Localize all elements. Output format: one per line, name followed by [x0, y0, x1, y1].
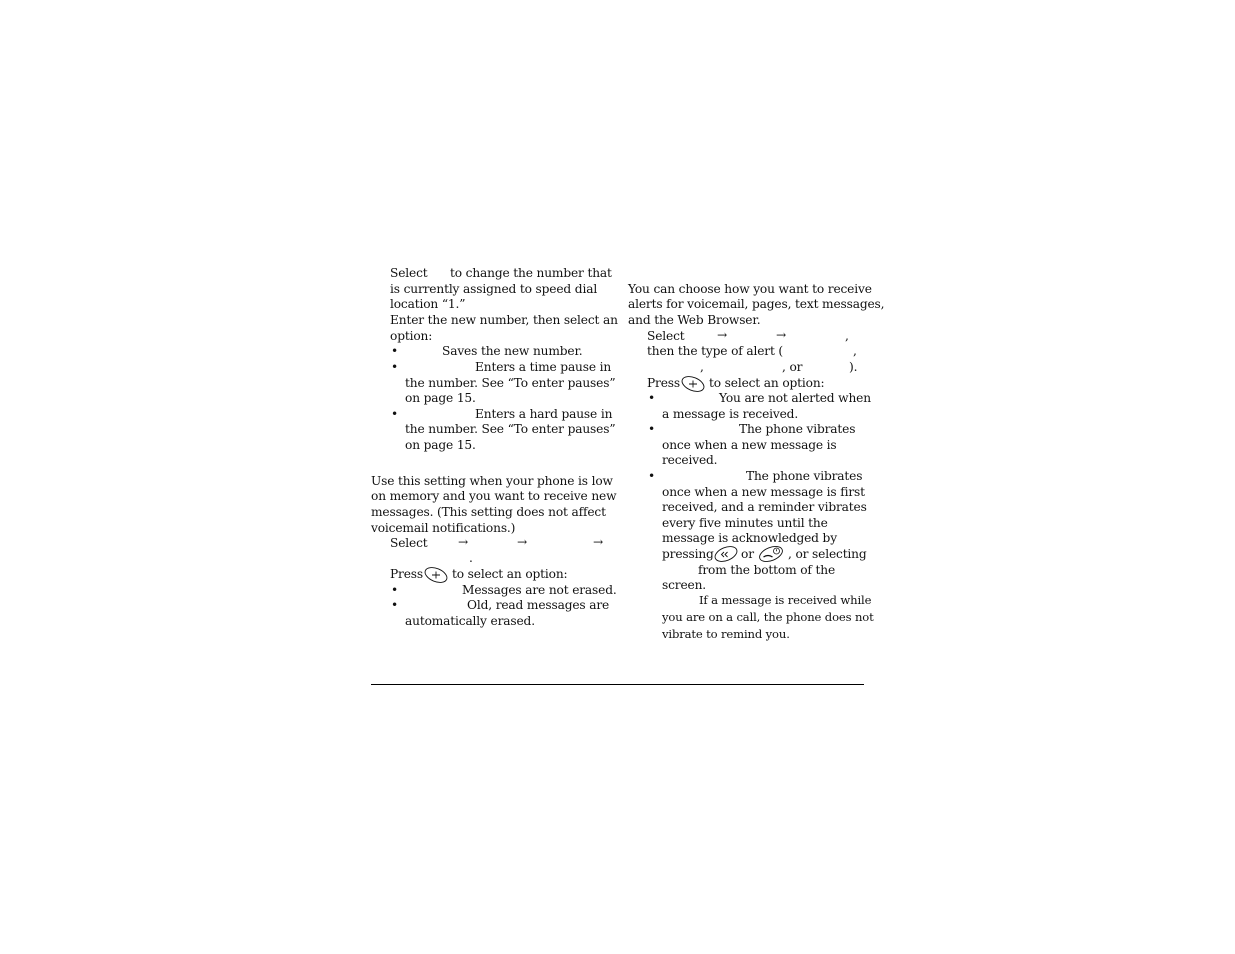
alerts-opt3-line8: screen. [662, 578, 707, 592]
alerts-step1-or: , or [782, 360, 803, 374]
alerts-opt2-line1: The phone vibrates [739, 422, 856, 436]
bullet: • [391, 360, 399, 374]
alerts-opt3-line7: from the bottom of the [698, 563, 836, 577]
autoerase-step1-select: Select [390, 536, 428, 550]
back-key-icon [713, 545, 739, 563]
navigation-key-icon [423, 566, 449, 584]
option-hard-pause-line3: on page 15. [405, 438, 476, 452]
alerts-step2-press: Press [647, 376, 680, 390]
alerts-intro-line2: alerts for voicemail, pages, text messages, [628, 297, 885, 311]
bullet: • [391, 583, 399, 597]
option-time-pause-line2: the number. See “To enter pauses” [405, 376, 616, 390]
bullet: • [391, 407, 399, 421]
alerts-opt2-line2: once when a new message is [662, 438, 837, 452]
alerts-intro-line1: You can choose how you want to receive [628, 282, 872, 296]
alerts-opt3-line6-or: or [741, 547, 754, 561]
option-hard-pause-line2: the number. See “To enter pauses” [405, 422, 616, 436]
autoerase-opt1-text: Messages are not erased. [462, 583, 617, 597]
alerts-step1-end: ). [849, 360, 858, 374]
alerts-opt3-line4: every five minutes until the [662, 516, 828, 530]
bullet: • [648, 469, 656, 483]
end-call-key-icon [757, 545, 785, 563]
option-hard-pause-line1: Enters a hard pause in [475, 407, 613, 421]
autoerase-intro-line4: voicemail notifications.) [371, 521, 516, 535]
speed-dial-step2-line2: option: [390, 329, 433, 343]
autoerase-intro-line1: Use this setting when your phone is low [371, 474, 613, 488]
autoerase-opt2-line1: Old, read messages are [467, 598, 610, 612]
option-save-text: Saves the new number. [442, 344, 583, 358]
alerts-opt1-line1: You are not alerted when [719, 391, 871, 405]
alerts-opt3-line6-selecting: , or selecting [788, 547, 867, 561]
autoerase-intro-line2: on memory and you want to receive new [371, 489, 617, 503]
comma: , [700, 360, 704, 374]
alerts-opt2-line3: received. [662, 453, 718, 467]
option-time-pause-line1: Enters a time pause in [475, 360, 612, 374]
footer-rule [371, 684, 864, 685]
note-line2: you are on a call, the phone does not [662, 610, 874, 624]
speed-dial-step1-line2: is currently assigned to speed dial [390, 282, 598, 296]
alerts-opt1-line2: a message is received. [662, 407, 799, 421]
bullet: • [648, 391, 656, 405]
bullet: • [391, 344, 399, 358]
bullet: • [391, 598, 399, 612]
autoerase-step2-press: Press [390, 567, 423, 581]
autoerase-opt2-line2: automatically erased. [405, 614, 535, 628]
comma: , [853, 344, 857, 358]
arrow: → [717, 328, 728, 342]
alerts-opt3-line6-pressing: pressing [662, 547, 714, 561]
autoerase-step2-rest: to select an option: [452, 567, 568, 581]
alerts-intro-line3: and the Web Browser. [628, 313, 761, 327]
alerts-step1-line2: then the type of alert ( [647, 344, 784, 358]
arrow: → [517, 535, 528, 549]
alerts-opt3-line2: once when a new message is first [662, 485, 865, 499]
option-time-pause-line3: on page 15. [405, 391, 476, 405]
arrow: → [776, 328, 787, 342]
period: . [469, 551, 473, 565]
autoerase-intro-line3: messages. (This setting does not affect [371, 505, 606, 519]
comma: , [845, 329, 849, 343]
arrow: → [593, 535, 604, 549]
bullet: • [648, 422, 656, 436]
speed-dial-step1-line3: location “1.” [390, 297, 466, 311]
arrow: → [458, 535, 469, 549]
alerts-opt3-line5: message is acknowledged by [662, 531, 837, 545]
alerts-step1-select: Select [647, 329, 685, 343]
note-line1: If a message is received while [699, 593, 872, 607]
speed-dial-step1-text: to change the number that [450, 266, 612, 280]
navigation-key-icon [680, 375, 706, 393]
alerts-opt3-line3: received, and a reminder vibrates [662, 500, 867, 514]
alerts-step2-rest: to select an option: [709, 376, 825, 390]
speed-dial-step1-select: Select [390, 266, 428, 280]
note-line3: vibrate to remind you. [662, 627, 790, 641]
speed-dial-step2-line1: Enter the new number, then select an [390, 313, 618, 327]
alerts-opt3-line1: The phone vibrates [746, 469, 863, 483]
